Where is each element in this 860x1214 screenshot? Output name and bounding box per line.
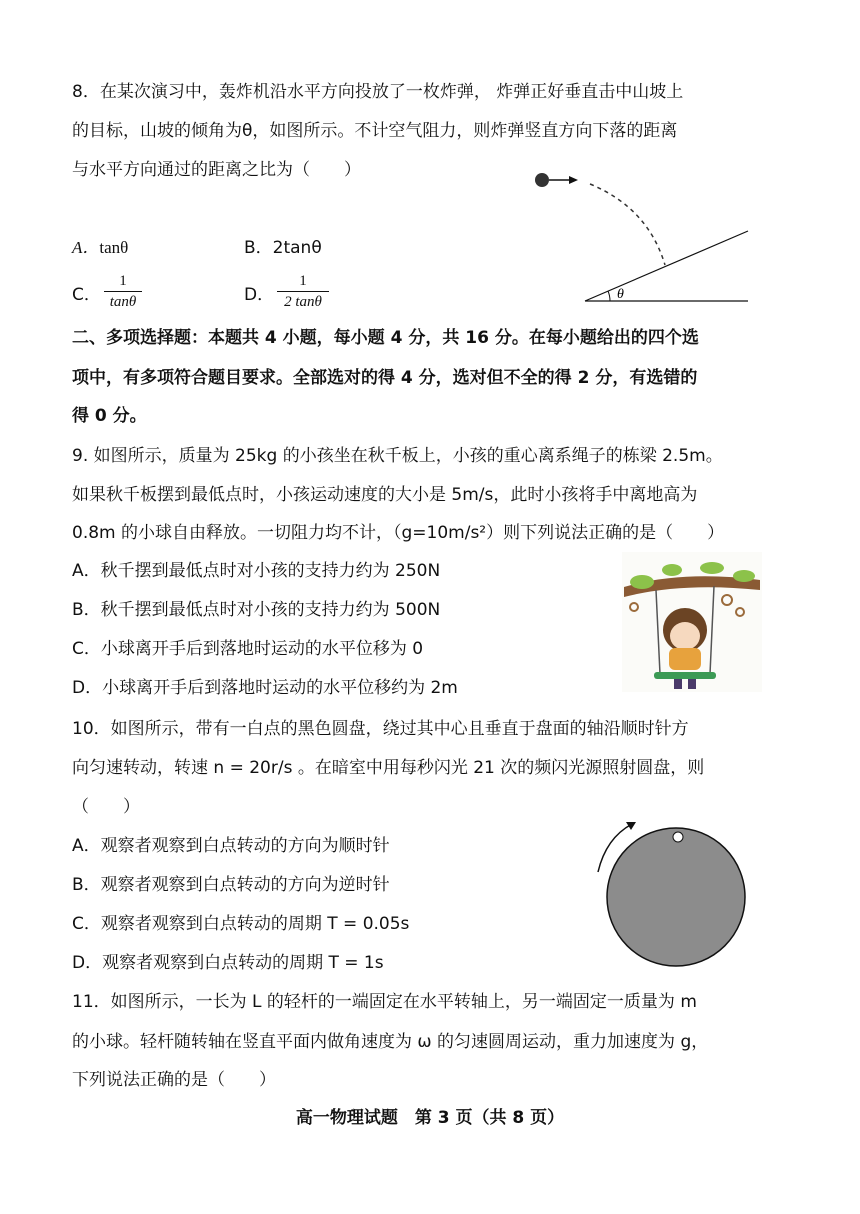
q8-line2: 的目标，山坡的倾角为θ，如图所示。不计空气阻力，则炸弹竖直方向下落的距离: [72, 121, 678, 141]
q11-line1: 11．如图所示，一长为 L 的轻杆的一端固定在水平转轴上，另一端固定一质量为 m: [72, 992, 697, 1012]
q8-line3: 与水平方向通过的距离之比为（ ）: [72, 160, 361, 180]
section2-line3: 得 0 分。: [72, 406, 147, 426]
child-body: [669, 648, 701, 670]
q10-line2: 向匀速转动，转速 n = 20r/s 。在暗室中用每秒闪光 21 次的频闪光源照射圆盘，则: [72, 758, 705, 778]
q10-option-c: C．观察者观察到白点转动的周期 T = 0.05s: [72, 914, 410, 934]
q10-line1: 10．如图所示，带有一白点的黑色圆盘，绕过其中心且垂直于盘面的轴沿顺时针方: [72, 719, 689, 739]
q10-option-b: B．观察者观察到白点转动的方向为逆时针: [72, 875, 390, 895]
q11-line2: 的小球。轻杆随转轴在竖直平面内做角速度为 ω 的匀速圆周运动，重力加速度为 g，: [72, 1032, 709, 1052]
section2-line2: 项中，有多项符合题目要求。全部选对的得 4 分，选对但不全的得 2 分，有选错的: [72, 368, 698, 388]
q8-option-d-fraction: 1 2 tanθ: [277, 272, 329, 311]
q9-option-a: A．秋千摆到最低点时对小孩的支持力约为 250N: [72, 561, 441, 581]
black-disk: [607, 828, 745, 966]
q8-option-b: B．2tanθ: [244, 238, 322, 258]
q9-option-d: D．小球离开手后到落地时运动的水平位移约为 2m: [72, 678, 458, 698]
q8-option-d-label: D．: [244, 285, 275, 305]
q8-line1: 8．在某次演习中，轰炸机沿水平方向投放了一枚炸弹， 炸弹正好垂直击中山坡上: [72, 82, 684, 102]
swing-illustration: [622, 552, 762, 692]
theta-label: θ: [617, 287, 624, 302]
angle-arc: [608, 291, 610, 301]
q8-option-a: A．tanθ: [72, 238, 129, 257]
q8-option-c-label: C．: [72, 285, 101, 305]
page-footer: 高一物理试题 第 3 页（共 8 页）: [295, 1108, 565, 1128]
q10-line3: （ ）: [72, 797, 140, 817]
trajectory-path: [590, 184, 665, 265]
q9-line1: 9. 如图所示，质量为 25kg 的小孩坐在秋千板上，小孩的重心离系绳子的栋梁 2.5m。: [72, 446, 723, 466]
q8-option-c-fraction: 1 tanθ: [104, 272, 142, 311]
q9-option-b: B．秋千摆到最低点时对小孩的支持力约为 500N: [72, 600, 441, 620]
q9-line3: 0.8m 的小球自由释放。一切阻力均不计，（g=10m/s²）则下列说法正确的是（ ）: [72, 523, 725, 543]
child-face: [670, 622, 700, 650]
q10-option-d: D．观察者观察到白点转动的周期 T = 1s: [72, 953, 384, 973]
swing-seat: [654, 672, 716, 679]
section2-line1: 二、多项选择题：本题共 4 小题，每小题 4 分，共 16 分。在每小题给出的四个选: [72, 328, 699, 348]
q8-slope-diagram: [530, 168, 750, 308]
rotating-disk-diagram: [588, 814, 758, 974]
slope-line: [585, 231, 748, 301]
q9-line2: 如果秋千板摆到最低点时，小孩运动速度的大小是 5m/s，此时小孩将手中离地高为: [72, 485, 698, 505]
q10-option-a: A．观察者观察到白点转动的方向为顺时针: [72, 836, 390, 856]
bomb-icon: [535, 173, 549, 187]
white-dot: [673, 832, 683, 842]
q9-option-c: C．小球离开手后到落地时运动的水平位移为 0: [72, 639, 424, 659]
arrow-head: [569, 176, 578, 184]
q11-line3: 下列说法正确的是（ ）: [72, 1070, 276, 1090]
